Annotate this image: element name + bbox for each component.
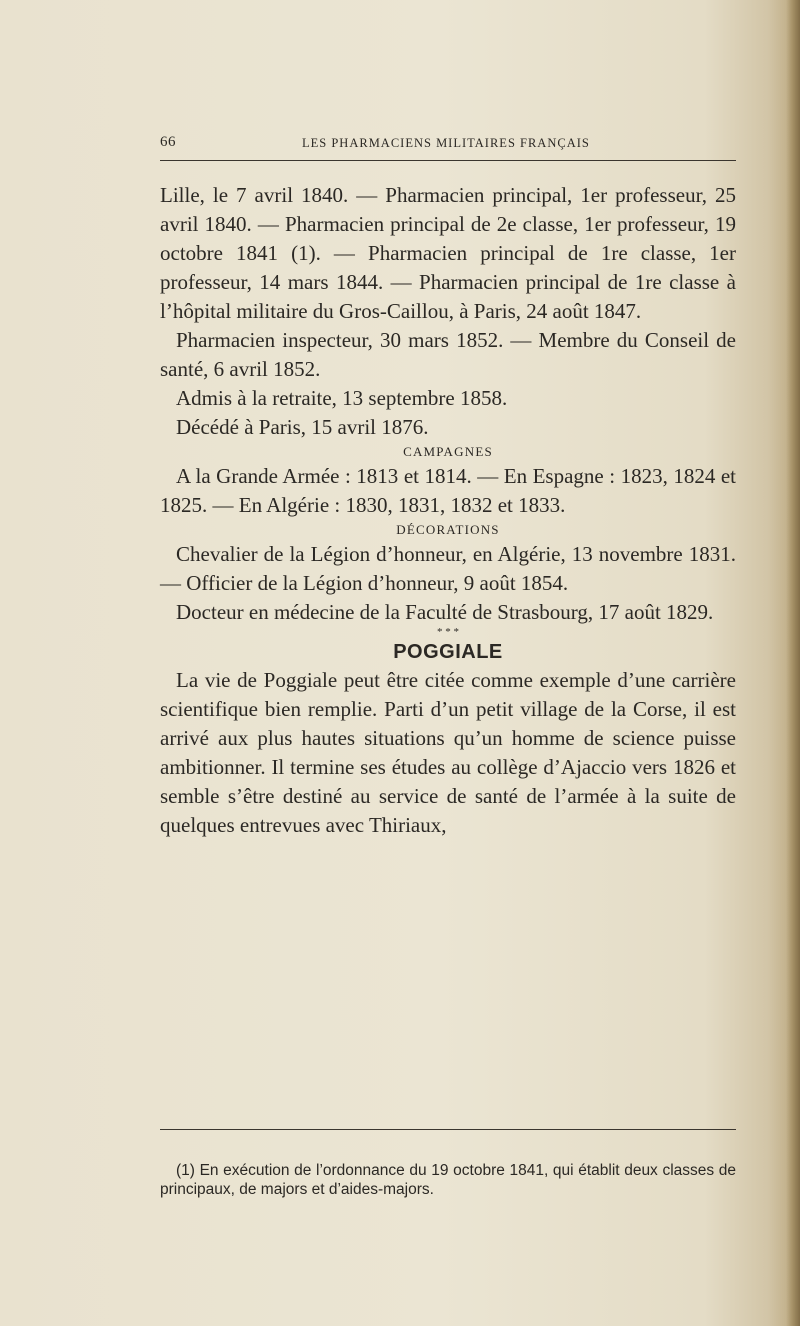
campaigns-text: A la Grande Armée : 1813 et 1814. — En Espagne : 1823, 1824 et 1825. — En Algérie : 1830, 1831, 1832 et 1833. bbox=[160, 464, 736, 517]
career-paragraph-1: Lille, le 7 avril 1840. — Pharmacien principal, 1er professeur, 25 avril 1840. — Pharmacien principal de 2e classe, 1er professeur, 19 octobre 1841 (1). — Pharmacien principal de 1re classe, 1er professeur, 14 mars 1844. — Pharmacien principal de 1re classe à l’hôpital militaire du Gros-Caillou, à Paris, 24 août 1847. bbox=[160, 183, 736, 323]
page-edge-shadow bbox=[786, 0, 800, 1326]
decorations-heading: DÉCORATIONS bbox=[396, 522, 500, 537]
running-title: LES PHARMACIENS MILITAIRES FRANÇAIS bbox=[302, 136, 590, 150]
footnote: (1) En exécution de l’ordonnance du 19 octobre 1841, qui établit deux classes de principaux, de majors et d’aides-majors. bbox=[160, 1161, 736, 1198]
career-paragraph-3: Admis à la retraite, 13 septembre 1858. bbox=[176, 386, 508, 410]
page-number: 66 bbox=[160, 134, 176, 150]
section-ornament: * * * bbox=[437, 626, 459, 638]
page-header bbox=[160, 134, 736, 161]
poggiale-title: POGGIALE bbox=[393, 641, 503, 663]
doctorate-text: Docteur en médecine de la Faculté de Strasbourg, 17 août 1829. bbox=[176, 600, 714, 624]
career-paragraph-2: Pharmacien inspecteur, 30 mars 1852. — Membre du Conseil de santé, 6 avril 1852. bbox=[160, 328, 736, 381]
footnote-rule bbox=[160, 1129, 736, 1130]
career-paragraph-4: Décédé à Paris, 15 avril 1876. bbox=[176, 415, 429, 439]
decorations-text: Chevalier de la Légion d’honneur, en Algérie, 13 novembre 1831. — Officier de la Légion d’honneur, 9 août 1854. bbox=[160, 542, 736, 595]
campaigns-heading: CAMPAGNES bbox=[403, 444, 493, 459]
main-text bbox=[160, 181, 736, 840]
poggiale-paragraph: La vie de Poggiale peut être citée comme exemple d’une carrière scientifique bien remplie. Parti d’un petit village de la Corse, il est arrivé aux plus hautes situations qu’un homme de science puisse ambitionner. Il termine ses études au collège d’Ajaccio vers 1826 et semble s’être destiné au service de santé de l’armée à la suite de quelques entrevues avec Thiriaux, bbox=[160, 668, 736, 837]
